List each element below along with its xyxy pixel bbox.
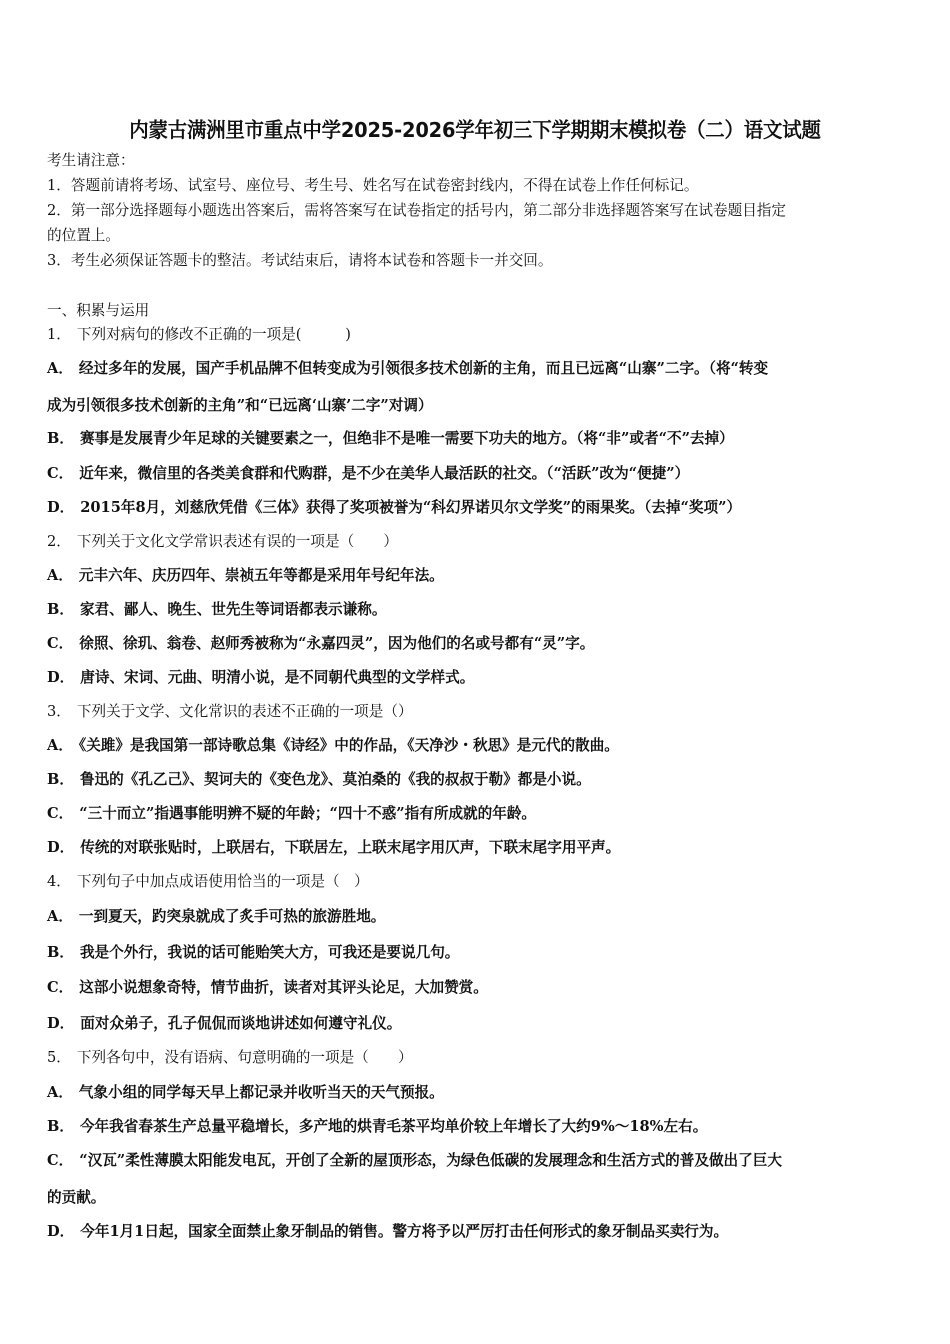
question-stem: 下列关于文学、文化常识的表述不正确的一项是（） [76,703,413,720]
option-2c [47,634,594,654]
question-number: 1． [47,326,71,343]
option-label: B． [47,430,74,447]
option-label: A． [47,908,73,925]
option-text: 一到夏天，趵突泉就成了炙手可热的旅游胜地。 [78,908,386,925]
option-4a [47,907,385,927]
option-2b [47,600,386,620]
notice-item: 2．第一部分选择题每小题选出答案后，需将答案写在试卷指定的括号内，第二部分非选择题答案写在试卷题目指定 [47,202,786,219]
option-text: 今年1月1日起，国家全面禁止象牙制品的销售。警方将予以严厉打击任何形式的象牙制品买卖行为。 [80,1223,729,1240]
option-label: A． [47,737,73,754]
option-text: 元丰六年、庆历四年、崇祯五年等都是采用年号纪年法。 [78,567,444,584]
option-label: A． [47,1084,73,1101]
option-label: C． [47,805,74,822]
notice-heading: 考生请注意： [47,152,135,169]
option-text: 我是个外行，我说的话可能贻笑大方，可我还是要说几句。 [79,944,460,961]
option-1a-continued: 成为引领很多技术创新的主角”和“已远离‘山寨’二字”对调） [47,397,433,414]
option-4d [47,1014,401,1034]
option-label: B． [47,601,74,618]
option-label: C． [47,979,74,996]
option-label: D． [47,499,75,516]
option-3d [47,838,620,858]
option-5c-continued: 的贡献。 [47,1189,106,1206]
option-text: 经过多年的发展，国产手机品牌不但转变成为引领很多技术创新的主角，而且已远离“山寨”二字。（将“转变 [78,360,769,377]
option-1a [47,359,768,379]
question-number: 5． [47,1049,71,1066]
option-4c [47,978,488,998]
question-stem: 下列关于文化文学常识表述有误的一项是（ ） [76,533,398,550]
option-label: A． [47,360,73,377]
option-5b [47,1117,707,1137]
page-title: 内蒙古满洲里市重点中学2025-2026学年初三下学期期末模拟卷（二）语文试题 [129,118,821,142]
option-label: B． [47,1118,74,1135]
option-text: “三十而立”指遇事能明辨不疑的年龄；“四十不惑”指有所成就的年龄。 [79,805,537,822]
question-stem: 下列各句中，没有语病、句意明确的一项是（ ） [76,1049,413,1066]
option-text: “汉瓦”柔性薄膜太阳能发电瓦，开创了全新的屋顶形态，为绿色低碳的发展理念和生活方式的普及做出了巨大 [79,1152,782,1169]
option-label: D． [47,1015,75,1032]
question-4 [47,872,369,892]
option-text: 鲁迅的《孔乙己》、契诃夫的《变色龙》、莫泊桑的《我的叔叔于勒》都是小说。 [79,771,591,788]
option-text: 传统的对联张贴时，上联居右，下联居左，上联末尾字用仄声，下联末尾字用平声。 [80,839,621,856]
question-2 [47,532,398,552]
option-label: B． [47,944,74,961]
option-1c [47,464,689,484]
option-text: 唐诗、宋词、元曲、明清小说，是不同朝代典型的文学样式。 [80,669,475,686]
option-1d [47,498,741,518]
question-1 [47,325,351,345]
option-5a [47,1083,444,1103]
question-number: 3． [47,703,71,720]
option-label: C． [47,635,74,652]
option-label: A． [47,567,73,584]
option-5d [47,1222,728,1242]
option-text: 这部小说想象奇特，情节曲折，读者对其评头论足，大加赞赏。 [79,979,488,996]
option-text: 2015年8月，刘慈欣凭借《三体》获得了奖项被誉为“科幻界诺贝尔文学奖”的雨果奖。（去掉“奖项”） [80,499,742,516]
question-number: 2． [47,533,71,550]
option-5c [47,1151,782,1171]
option-3a [47,736,619,756]
option-2d [47,668,474,688]
option-text: 家君、鄙人、晚生、世先生等词语都表示谦称。 [79,601,387,618]
question-5 [47,1048,413,1068]
option-4b [47,943,459,963]
option-label: D． [47,1223,75,1240]
question-number: 4． [47,873,71,890]
option-3c [47,804,536,824]
option-label: B． [47,771,74,788]
question-3 [47,702,413,722]
option-text: 徐照、徐玑、翁卷、赵师秀被称为“永嘉四灵”，因为他们的名或号都有“灵”字。 [79,635,595,652]
option-3b [47,770,591,790]
option-text: 气象小组的同学每天早上都记录并收听当天的天气预报。 [78,1084,444,1101]
question-stem: 下列对病句的修改不正确的一项是( ) [76,326,351,343]
option-text: 今年我省春茶生产总量平稳增长，多产地的烘青毛茶平均单价较上年增长了大约9%～18%左右。 [79,1118,708,1135]
option-text: 赛事是发展青少年足球的关键要素之一，但绝非不是唯一需要下功夫的地方。（将“非”或者“不”去掉） [79,430,734,447]
notice-item: 1．答题前请将考场、试室号、座位号、考生号、姓名写在试卷密封线内，不得在试卷上作任何标记。 [47,177,699,194]
question-stem: 下列句子中加点成语使用恰当的一项是（ ） [76,873,369,890]
section-heading: 一、积累与运用 [47,302,150,319]
option-text: 《关雎》是我国第一部诗歌总集《诗经》中的作品，《天净沙・秋思》是元代的散曲。 [78,737,619,754]
option-label: C． [47,465,74,482]
notice-item: 的位置上。 [47,227,120,244]
notice-item: 3．考生必须保证答题卡的整洁。考试结束后，请将本试卷和答题卡一并交回。 [47,252,553,269]
option-text: 面对众弟子，孔子侃侃而谈地讲述如何遵守礼仪。 [80,1015,402,1032]
option-label: C． [47,1152,74,1169]
option-label: D． [47,669,75,686]
option-1b [47,429,734,449]
option-text: 近年来，微信里的各类美食群和代购群，是不少在美华人最活跃的社交。（“活跃”改为“便捷”） [79,465,690,482]
option-2a [47,566,444,586]
option-label: D． [47,839,75,856]
